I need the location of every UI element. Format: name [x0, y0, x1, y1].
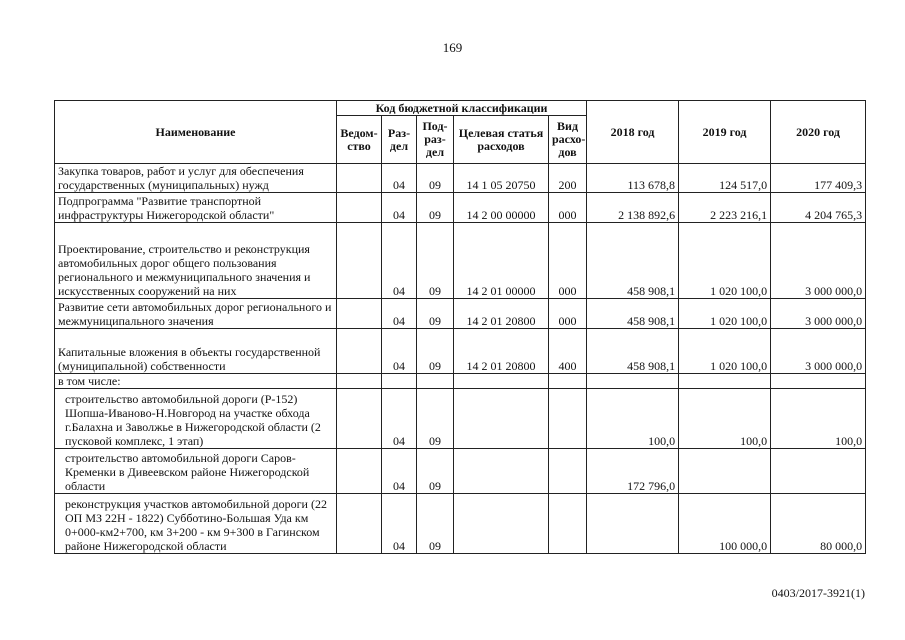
header-name: Наименование [55, 101, 337, 164]
table-row [55, 494, 866, 554]
cell-y2018: 113 678,8 [587, 164, 679, 193]
page-number: 169 [442, 40, 463, 55]
cell-vid [549, 389, 587, 449]
header-vedomstvo: Ведом-ство [337, 116, 382, 164]
cell-ved [337, 329, 382, 374]
cell-vid: 200 [549, 164, 587, 193]
cell-tselevaya: 14 2 00 00000 [454, 193, 549, 223]
cell-podrazdel: 09 [417, 299, 454, 329]
table-row [55, 449, 866, 494]
header-tselevaya: Целевая статья расходов [454, 116, 549, 164]
table-row [55, 329, 866, 374]
cell-podrazdel: 09 [417, 329, 454, 374]
cell-y2019: 100 000,0 [679, 494, 771, 554]
cell-y2019: 1 020 100,0 [679, 223, 771, 299]
cell-y2019: 1 020 100,0 [679, 329, 771, 374]
document-code: 0403/2017-3921(1) [771, 586, 865, 600]
cell-razdel: 04 [382, 329, 417, 374]
cell-y2018: 458 908,1 [587, 223, 679, 299]
header-razdel: Раз-дел [382, 116, 417, 164]
table-row [55, 223, 866, 299]
cell-y2018 [587, 374, 679, 389]
cell-ved [337, 299, 382, 329]
cell-y2018: 458 908,1 [587, 299, 679, 329]
cell-y2019: 1 020 100,0 [679, 299, 771, 329]
cell-podrazdel: 09 [417, 494, 454, 554]
cell-y2020 [771, 449, 866, 494]
cell-vid [549, 374, 587, 389]
cell-razdel: 04 [382, 494, 417, 554]
cell-y2020: 80 000,0 [771, 494, 866, 554]
cell-vid [549, 494, 587, 554]
cell-vid: 000 [549, 299, 587, 329]
cell-y2019 [679, 374, 771, 389]
cell-tselevaya [454, 389, 549, 449]
cell-ved [337, 374, 382, 389]
cell-y2018: 172 796,0 [587, 449, 679, 494]
cell-razdel: 04 [382, 299, 417, 329]
header-2019: 2019 год [679, 101, 771, 164]
cell-name: Развитие сети автомобильных дорог регионального и межмуниципального значения [55, 299, 337, 329]
cell-y2020: 3 000 000,0 [771, 299, 866, 329]
cell-tselevaya: 14 2 01 20800 [454, 299, 549, 329]
header-code-group: Код бюджетной классификации [337, 101, 587, 116]
table-row [55, 374, 866, 389]
cell-y2018: 2 138 892,6 [587, 193, 679, 223]
table-row [55, 389, 866, 449]
cell-name: реконструкция участков автомобильной дороги (22 ОП МЗ 22Н - 1822) Субботино-Большая Уда км 0+000-км2+700, км 3+200 - км 9+300 в Гагинском районе Нижегородской области [55, 494, 337, 554]
cell-tselevaya: 14 2 01 20800 [454, 329, 549, 374]
cell-tselevaya [454, 374, 549, 389]
cell-tselevaya [454, 494, 549, 554]
header-vid: Вид расхо-дов [549, 116, 587, 164]
cell-vid: 400 [549, 329, 587, 374]
cell-y2020: 100,0 [771, 389, 866, 449]
cell-y2020 [771, 374, 866, 389]
cell-tselevaya [454, 449, 549, 494]
cell-razdel [382, 374, 417, 389]
cell-y2019: 124 517,0 [679, 164, 771, 193]
budget-table [54, 100, 866, 554]
cell-ved [337, 164, 382, 193]
cell-ved [337, 449, 382, 494]
cell-ved [337, 193, 382, 223]
cell-y2018: 100,0 [587, 389, 679, 449]
cell-ved [337, 223, 382, 299]
cell-y2019: 2 223 216,1 [679, 193, 771, 223]
cell-y2020: 4 204 765,3 [771, 193, 866, 223]
cell-vid: 000 [549, 223, 587, 299]
cell-name: строительство автомобильной дороги Саров-Кременки в Дивеевском районе Нижегородской области [55, 449, 337, 494]
cell-y2020: 3 000 000,0 [771, 223, 866, 299]
cell-podrazdel [417, 374, 454, 389]
cell-razdel: 04 [382, 193, 417, 223]
cell-y2019 [679, 449, 771, 494]
cell-podrazdel: 09 [417, 164, 454, 193]
cell-razdel: 04 [382, 449, 417, 494]
cell-razdel: 04 [382, 164, 417, 193]
table-row [55, 299, 866, 329]
cell-podrazdel: 09 [417, 223, 454, 299]
cell-name: Закупка товаров, работ и услуг для обеспечения государственных (муниципальных) нужд [55, 164, 337, 193]
cell-name: Проектирование, строительство и реконструкция автомобильных дорог общего пользования регионального и межмуниципального значения и искусственных сооружений на них [55, 223, 337, 299]
cell-tselevaya: 14 2 01 00000 [454, 223, 549, 299]
table-row [55, 164, 866, 193]
header-podrazdel: Под-раз-дел [417, 116, 454, 164]
cell-name: Подпрограмма "Развитие транспортной инфраструктуры Нижегородской области" [55, 193, 337, 223]
cell-y2018: 458 908,1 [587, 329, 679, 374]
cell-podrazdel: 09 [417, 193, 454, 223]
cell-name: в том числе: [55, 374, 337, 389]
cell-vid [549, 449, 587, 494]
cell-ved [337, 494, 382, 554]
cell-razdel: 04 [382, 223, 417, 299]
cell-y2020: 177 409,3 [771, 164, 866, 193]
header-2018: 2018 год [587, 101, 679, 164]
cell-podrazdel: 09 [417, 449, 454, 494]
cell-vid: 000 [549, 193, 587, 223]
cell-y2020: 3 000 000,0 [771, 329, 866, 374]
header-2020: 2020 год [771, 101, 866, 164]
cell-y2019: 100,0 [679, 389, 771, 449]
cell-tselevaya: 14 1 05 20750 [454, 164, 549, 193]
cell-name: строительство автомобильной дороги (Р-152) Шопша-Иваново-Н.Новгород на участке обхода г.Балахна и Заволжье в Нижегородской области (2 пусковой комплекс, 1 этап) [55, 389, 337, 449]
table-row [55, 193, 866, 223]
cell-y2018 [587, 494, 679, 554]
cell-podrazdel: 09 [417, 389, 454, 449]
cell-razdel: 04 [382, 389, 417, 449]
cell-ved [337, 389, 382, 449]
cell-name: Капитальные вложения в объекты государственной (муниципальной) собственности [55, 329, 337, 374]
